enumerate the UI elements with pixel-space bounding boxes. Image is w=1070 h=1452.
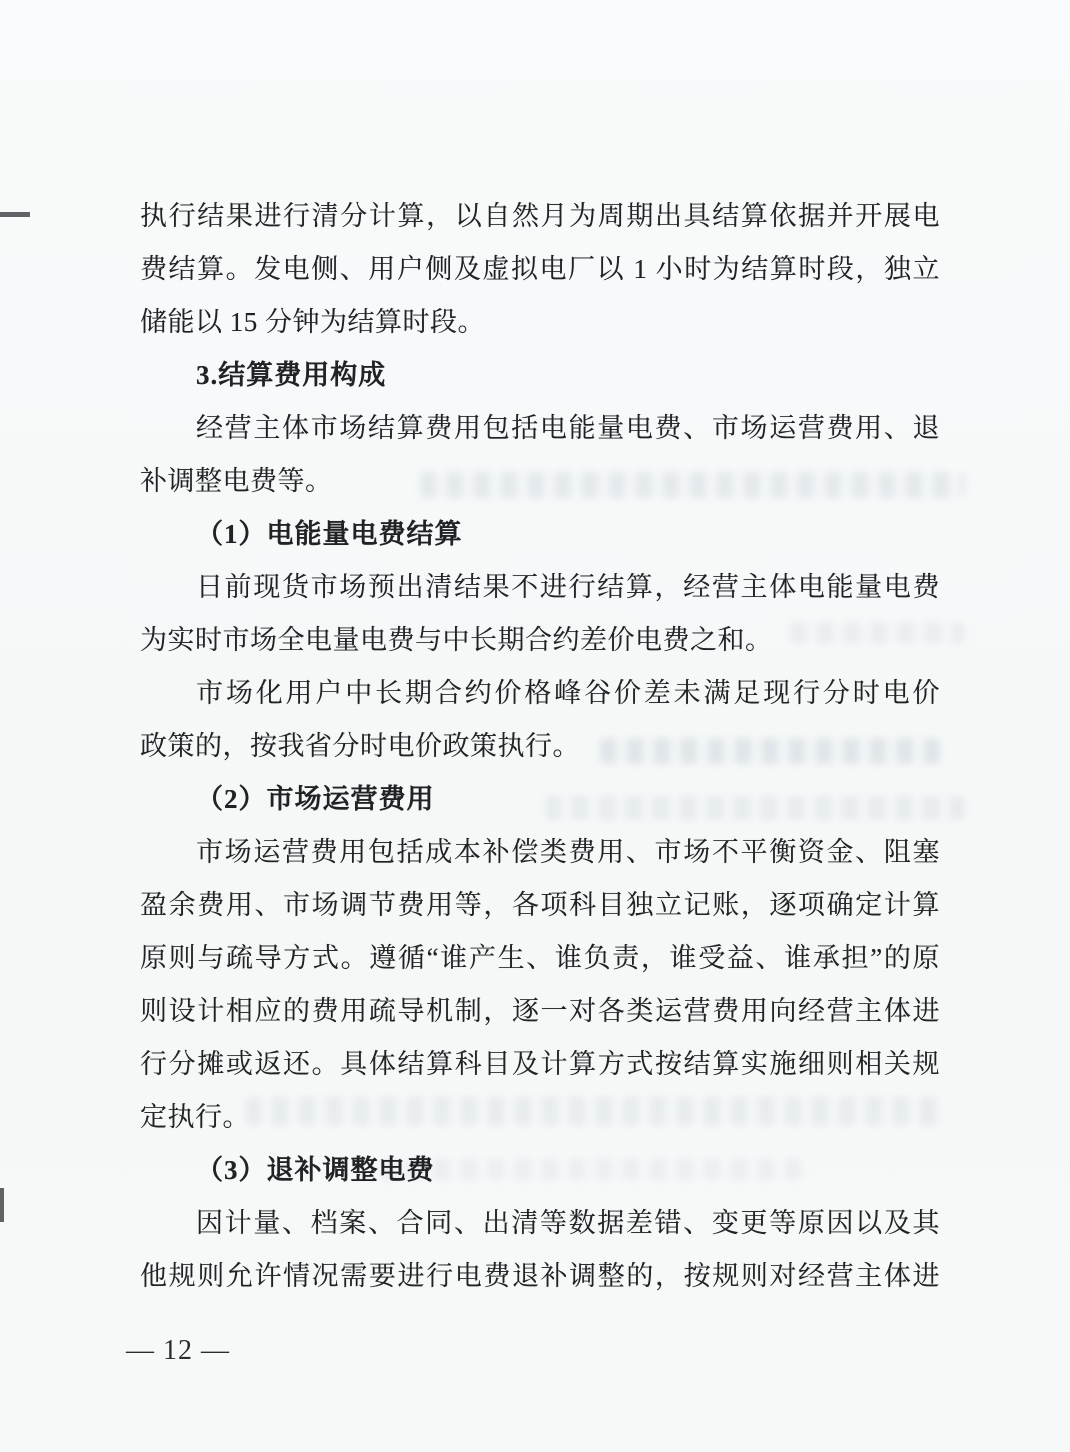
- page-number: — 12 —: [126, 1335, 230, 1366]
- body-line: 定执行。: [140, 1102, 250, 1132]
- scan-edge-artifact: [0, 1188, 4, 1222]
- body-line: 日前现货市场预出清结果不进行结算，经营主体电能量电费: [196, 572, 940, 602]
- body-line: 市场化用户中长期合约价格峰谷价差未满足现行分时电价: [196, 678, 940, 708]
- heading-market-operation-fee: （2）市场运营费用: [196, 784, 435, 814]
- body-line: 则设计相应的费用疏导机制，逐一对各类运营费用向经营主体进: [140, 996, 940, 1026]
- heading-settlement-fee-composition: 3.结算费用构成: [196, 360, 387, 390]
- body-line: 储能以 15 分钟为结算时段。: [140, 307, 485, 337]
- body-line: 市场运营费用包括成本补偿类费用、市场不平衡资金、阻塞: [196, 837, 940, 867]
- scan-edge-artifact: [0, 212, 30, 217]
- body-line: 他规则允许情况需要进行电费退补调整的，按规则对经营主体进: [140, 1261, 940, 1291]
- body-line: 费结算。发电侧、用户侧及虚拟电厂以 1 小时为结算时段，独立: [140, 254, 940, 284]
- document-text-block: [140, 190, 940, 1303]
- body-line: 经营主体市场结算费用包括电能量电费、市场运营费用、退: [196, 413, 940, 443]
- body-line: 政策的，按我省分时电价政策执行。: [140, 731, 580, 761]
- body-line: 原则与疏导方式。遵循“谁产生、谁负责，谁受益、谁承担”的原: [140, 943, 940, 973]
- heading-energy-charge-settlement: （1）电能量电费结算: [196, 519, 463, 549]
- body-line: 盈余费用、市场调节费用等，各项科目独立记账，逐项确定计算: [140, 890, 940, 920]
- body-line: 为实时市场全电量电费与中长期合约差价电费之和。: [140, 625, 773, 655]
- body-line: 行分摊或返还。具体结算科目及计算方式按结算实施细则相关规: [140, 1049, 940, 1079]
- body-line: 补调整电费等。: [140, 466, 333, 496]
- heading-refund-adjustment-fee: （3）退补调整电费: [196, 1155, 435, 1185]
- body-line: 执行结果进行清分计算，以自然月为周期出具结算依据并开展电: [140, 201, 940, 231]
- body-line: 因计量、档案、合同、出清等数据差错、变更等原因以及其: [196, 1208, 940, 1238]
